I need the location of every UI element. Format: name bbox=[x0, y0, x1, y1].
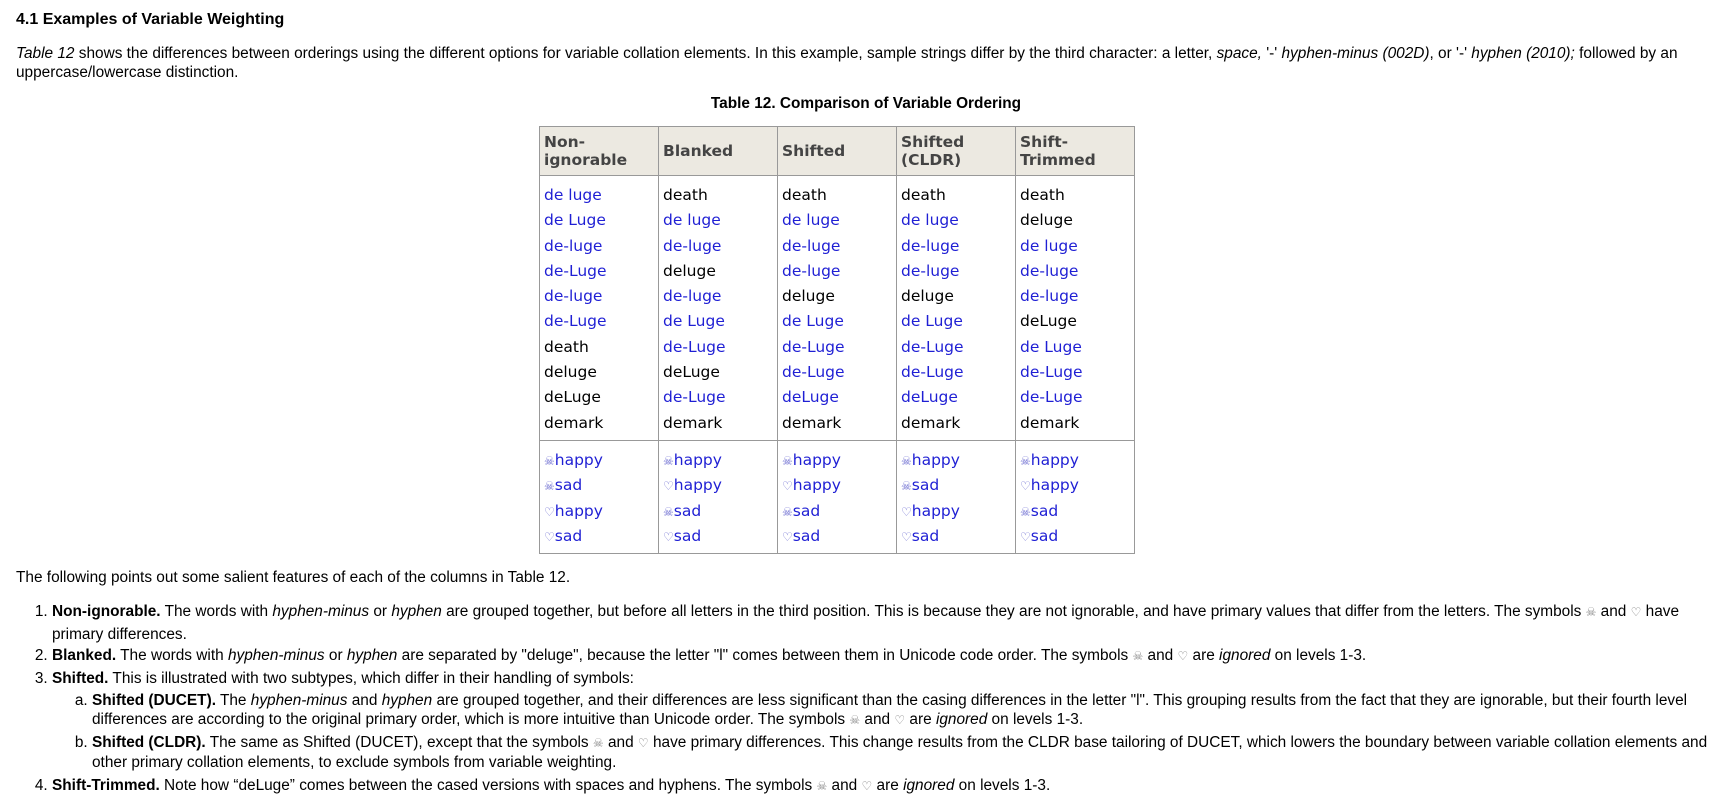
table-cell-symbol-word bbox=[1020, 499, 1130, 524]
term: hyphen bbox=[381, 692, 433, 710]
heart-icon: ♡ bbox=[544, 529, 555, 544]
table-cell-word: deLuge bbox=[1020, 312, 1077, 331]
table-cell-word: de-luge bbox=[901, 236, 960, 255]
term-hyphen: hyphen (2010); bbox=[1471, 45, 1575, 62]
table-cell-word: deluge bbox=[901, 287, 954, 306]
table-cell-word: de-luge bbox=[544, 236, 603, 255]
skull-icon: ☠ bbox=[816, 779, 828, 794]
item-text: The same as Shifted (DUCET), except that the symbols bbox=[205, 734, 593, 752]
word: happy bbox=[1030, 450, 1079, 469]
table-row-words bbox=[540, 176, 1135, 441]
word: happy bbox=[792, 450, 841, 469]
table-cell-word: de Luge bbox=[663, 312, 725, 331]
table-cell-symbol-word bbox=[782, 473, 892, 498]
item-text: on levels 1-3. bbox=[1270, 647, 1367, 665]
word: sad bbox=[673, 526, 702, 545]
col-header: Non-ignorable bbox=[540, 127, 659, 176]
column-list-words bbox=[544, 176, 654, 440]
table-cell-word: de-Luge bbox=[901, 337, 964, 356]
word: happy bbox=[554, 450, 603, 469]
item-text: on levels 1-3. bbox=[954, 777, 1051, 795]
term: hyphen bbox=[346, 647, 398, 665]
column-list-symbols bbox=[663, 441, 773, 553]
item-text: and bbox=[1596, 603, 1631, 621]
table-cell-word: death bbox=[901, 186, 946, 204]
heart-icon: ♡ bbox=[544, 504, 555, 519]
table-cell-word: de‐Luge bbox=[782, 363, 845, 382]
table-cell-symbol-word bbox=[782, 448, 892, 473]
skull-icon: ☠ bbox=[592, 736, 604, 751]
after-table-text: The following points out some salient features of each of the columns in Table 12. bbox=[16, 569, 571, 587]
item-text: The words with bbox=[160, 603, 273, 621]
table-cell-word: de-Luge bbox=[1020, 363, 1083, 382]
table-cell-symbol-word bbox=[1020, 524, 1130, 549]
item-text: are grouped together, but before all letters in the third position. This is because they are not ignorable, and have primary values that differ from the letters. The symbols bbox=[441, 603, 1586, 621]
table-header-row bbox=[540, 127, 1135, 176]
table-cell-symbol-word bbox=[663, 448, 773, 473]
table-cell-word: de Luge bbox=[544, 211, 606, 230]
table-cell-word: death bbox=[782, 186, 827, 204]
table-cell-word: de Luge bbox=[901, 312, 963, 331]
table-cell-symbol-word bbox=[663, 524, 773, 549]
skull-icon: ☠ bbox=[901, 479, 912, 494]
table-cell-word: demark bbox=[901, 413, 961, 432]
table-cell-word: de‐Luge bbox=[901, 363, 964, 382]
word: happy bbox=[911, 450, 960, 469]
table-cell-word: demark bbox=[782, 413, 842, 432]
column-list-words bbox=[1020, 176, 1130, 440]
table-cell-word: deLuge bbox=[663, 363, 720, 382]
skull-icon: ☠ bbox=[1020, 504, 1031, 519]
item-title: Non-ignorable. bbox=[52, 603, 161, 621]
word: sad bbox=[792, 501, 821, 520]
comparison-table bbox=[539, 126, 1135, 554]
column-list-words bbox=[782, 176, 892, 440]
item-text: are bbox=[1188, 647, 1220, 665]
heart-icon: ♡ bbox=[1630, 605, 1642, 620]
skull-icon: ☠ bbox=[663, 453, 674, 468]
table-cell-word: deluge bbox=[544, 363, 597, 382]
features-list bbox=[16, 601, 1716, 798]
item-text: and bbox=[1143, 647, 1178, 665]
word: happy bbox=[673, 450, 722, 469]
item-text: are separated by "deluge", because the letter "l" comes between them in Unicode code order. The symbols bbox=[397, 647, 1133, 665]
col-header: Shift-Trimmed bbox=[1016, 127, 1135, 176]
word: sad bbox=[911, 526, 940, 545]
term: ignored bbox=[935, 711, 988, 729]
table-cell-symbol-word bbox=[901, 473, 1011, 498]
item-text: and bbox=[347, 692, 382, 710]
table-cell-word: de luge bbox=[1020, 236, 1078, 255]
item-text: or bbox=[324, 647, 347, 665]
table-cell-word: de‐luge bbox=[544, 287, 603, 306]
word: happy bbox=[792, 476, 841, 495]
table-cell-word: death bbox=[544, 337, 589, 356]
skull-icon: ☠ bbox=[782, 453, 793, 468]
intro-text: followed by an uppercase/lowercase distinction. bbox=[16, 45, 1678, 81]
word: sad bbox=[911, 476, 940, 495]
word: sad bbox=[673, 501, 702, 520]
sub-list bbox=[52, 691, 1716, 772]
item-title: Shifted (CLDR). bbox=[92, 734, 206, 752]
list-item bbox=[52, 775, 1716, 798]
intro-text: '-' bbox=[1261, 45, 1282, 62]
skull-icon: ☠ bbox=[1585, 605, 1597, 620]
term-hyphen-minus: hyphen-minus (002D) bbox=[1281, 45, 1430, 62]
skull-icon: ☠ bbox=[544, 479, 555, 494]
section-heading: 4.1 Examples of Variable Weighting bbox=[16, 11, 285, 28]
heart-icon: ♡ bbox=[1020, 479, 1031, 494]
word: sad bbox=[554, 526, 583, 545]
table-cell-word: de‐luge bbox=[782, 261, 841, 280]
table-cell-word: deLuge bbox=[782, 388, 839, 407]
table-cell-symbol-word bbox=[1020, 448, 1130, 473]
table-row-symbols bbox=[540, 440, 1135, 553]
table-cell-symbol-word bbox=[663, 473, 773, 498]
table-cell-word: demark bbox=[663, 413, 723, 432]
table-cell-symbol-word bbox=[544, 448, 654, 473]
heart-icon: ♡ bbox=[1020, 529, 1031, 544]
table-cell-word: de-Luge bbox=[544, 261, 607, 280]
table-cell-word: de-luge bbox=[663, 236, 722, 255]
skull-icon: ☠ bbox=[901, 453, 912, 468]
item-text: and bbox=[860, 711, 895, 729]
item-text: are grouped together, and their differences are less significant than the casing differences in the letter "l". This grouping results from the fact that they are ignorable, but their fourth level differences are according to the original primary order, which is more intuitive than Unicode order. The symbols bbox=[92, 692, 1688, 729]
col-header: Shifted (CLDR) bbox=[897, 127, 1016, 176]
skull-icon: ☠ bbox=[849, 713, 861, 728]
table-cell-symbol-word bbox=[901, 524, 1011, 549]
word: sad bbox=[792, 526, 821, 545]
skull-icon: ☠ bbox=[1020, 453, 1031, 468]
item-text: or bbox=[369, 603, 392, 621]
item-text: Note how “deLuge” comes between the cased versions with spaces and hyphens. The symbols bbox=[159, 777, 817, 795]
table-cell-symbol-word bbox=[782, 524, 892, 549]
col-header: Shifted bbox=[778, 127, 897, 176]
table-cell-word: de‐luge bbox=[901, 261, 960, 280]
table-cell-word: deluge bbox=[663, 261, 716, 280]
table-cell-symbol-word bbox=[901, 499, 1011, 524]
heart-icon: ♡ bbox=[901, 504, 912, 519]
heart-icon: ♡ bbox=[901, 529, 912, 544]
table-cell-word: de Luge bbox=[1020, 337, 1082, 356]
item-text: are bbox=[905, 711, 936, 729]
item-text: The words with bbox=[116, 647, 228, 665]
table-cell-word: de‐Luge bbox=[1020, 388, 1083, 407]
table-cell-symbol-word bbox=[544, 473, 654, 498]
table-caption: Table 12. Comparison of Variable Ordering bbox=[710, 95, 1022, 112]
heart-icon: ♡ bbox=[1177, 649, 1189, 664]
intro-text: shows the differences between orderings using the different options for variable collation elements. In this example, sample strings differ by the third character: a letter, bbox=[74, 45, 1217, 62]
heart-icon: ♡ bbox=[894, 713, 906, 728]
table-cell-word: de Luge bbox=[782, 312, 844, 331]
skull-icon: ☠ bbox=[663, 504, 674, 519]
skull-icon: ☠ bbox=[782, 504, 793, 519]
heart-icon: ♡ bbox=[782, 479, 793, 494]
item-text: This is illustrated with two subtypes, which differ in their handling of symbols: bbox=[108, 669, 634, 687]
word: sad bbox=[1030, 501, 1059, 520]
word: happy bbox=[911, 501, 960, 520]
item-title: Shifted. bbox=[52, 669, 109, 687]
table-cell-word: de‐luge bbox=[1020, 287, 1079, 306]
item-title: Shift-Trimmed. bbox=[52, 777, 160, 795]
table-cell-symbol-word bbox=[544, 499, 654, 524]
table-cell-symbol-word bbox=[782, 499, 892, 524]
table-cell-word: de-Luge bbox=[782, 337, 845, 356]
skull-icon: ☠ bbox=[1132, 649, 1144, 664]
column-list-symbols bbox=[901, 441, 1011, 553]
col-header: Blanked bbox=[659, 127, 778, 176]
column-list-symbols bbox=[782, 441, 892, 553]
column-list-words bbox=[901, 176, 1011, 440]
sub-list-item bbox=[92, 691, 1716, 730]
table-cell-word: deluge bbox=[1020, 211, 1073, 230]
table-cell-symbol-word bbox=[901, 448, 1011, 473]
heart-icon: ♡ bbox=[637, 736, 649, 751]
table-cell-word: de luge bbox=[901, 211, 959, 230]
word: happy bbox=[554, 501, 603, 520]
item-text: and bbox=[827, 777, 862, 795]
intro-paragraph bbox=[16, 44, 1716, 82]
table-cell-word: de-Luge bbox=[663, 337, 726, 356]
word: happy bbox=[1030, 476, 1079, 495]
column-list-symbols bbox=[544, 441, 654, 553]
heart-icon: ♡ bbox=[663, 479, 674, 494]
item-text: on levels 1-3. bbox=[987, 711, 1084, 729]
item-text: and bbox=[603, 734, 638, 752]
list-item bbox=[52, 668, 1716, 773]
table-cell-word: deLuge bbox=[544, 388, 601, 407]
term: hyphen-minus bbox=[250, 692, 348, 710]
heart-icon: ♡ bbox=[782, 529, 793, 544]
term: ignored bbox=[1219, 647, 1271, 665]
table-cell-word: deluge bbox=[782, 287, 835, 306]
sub-list-item bbox=[92, 733, 1716, 772]
table-ref: Table 12 bbox=[16, 45, 75, 62]
table-cell-word: de luge bbox=[782, 211, 840, 230]
table-cell-word: demark bbox=[1020, 413, 1080, 432]
term-space: space, bbox=[1216, 45, 1262, 62]
item-text: The bbox=[215, 692, 251, 710]
table-cell-word: de‐Luge bbox=[663, 388, 726, 407]
item-text: have primary differences. bbox=[52, 603, 1680, 643]
term: hyphen-minus bbox=[227, 647, 325, 665]
heart-icon: ♡ bbox=[663, 529, 674, 544]
document-body bbox=[16, 10, 1716, 798]
list-item bbox=[52, 601, 1716, 645]
table-cell-word: de-luge bbox=[1020, 261, 1079, 280]
table-cell-word: demark bbox=[544, 413, 604, 432]
word: sad bbox=[1030, 526, 1059, 545]
table-cell-word: de luge bbox=[663, 211, 721, 230]
table-cell-word: death bbox=[1020, 186, 1065, 204]
column-list-symbols bbox=[1020, 441, 1130, 553]
table-cell-word: deLuge bbox=[901, 388, 958, 407]
term: ignored bbox=[903, 777, 955, 795]
term: hyphen bbox=[391, 603, 442, 621]
item-title: Blanked. bbox=[52, 647, 117, 665]
table-cell-word: de‐Luge bbox=[544, 312, 607, 331]
term: hyphen-minus bbox=[272, 603, 370, 621]
word: happy bbox=[673, 476, 722, 495]
table-cell-word: death bbox=[663, 186, 708, 204]
item-text: have primary differences. This change results from the CLDR base tailoring of DUCET, which lowers the boundary between variable collation elements and other primary collation elements, to exclude symbols from variable weighting. bbox=[92, 734, 1708, 772]
heart-icon: ♡ bbox=[861, 779, 873, 794]
list-item bbox=[52, 645, 1716, 668]
table-cell-symbol-word bbox=[1020, 473, 1130, 498]
item-title: Shifted (DUCET). bbox=[92, 692, 216, 710]
table-cell-symbol-word bbox=[663, 499, 773, 524]
skull-icon: ☠ bbox=[544, 453, 555, 468]
intro-text: , or '‐' bbox=[1429, 45, 1472, 62]
word: sad bbox=[554, 476, 583, 495]
table-cell-word: de‐luge bbox=[663, 287, 722, 306]
table-cell-word: de-luge bbox=[782, 236, 841, 255]
table-cell-word: de luge bbox=[544, 186, 602, 204]
item-text: are bbox=[872, 777, 904, 795]
table-cell-symbol-word bbox=[544, 524, 654, 549]
column-list-words bbox=[663, 176, 773, 440]
